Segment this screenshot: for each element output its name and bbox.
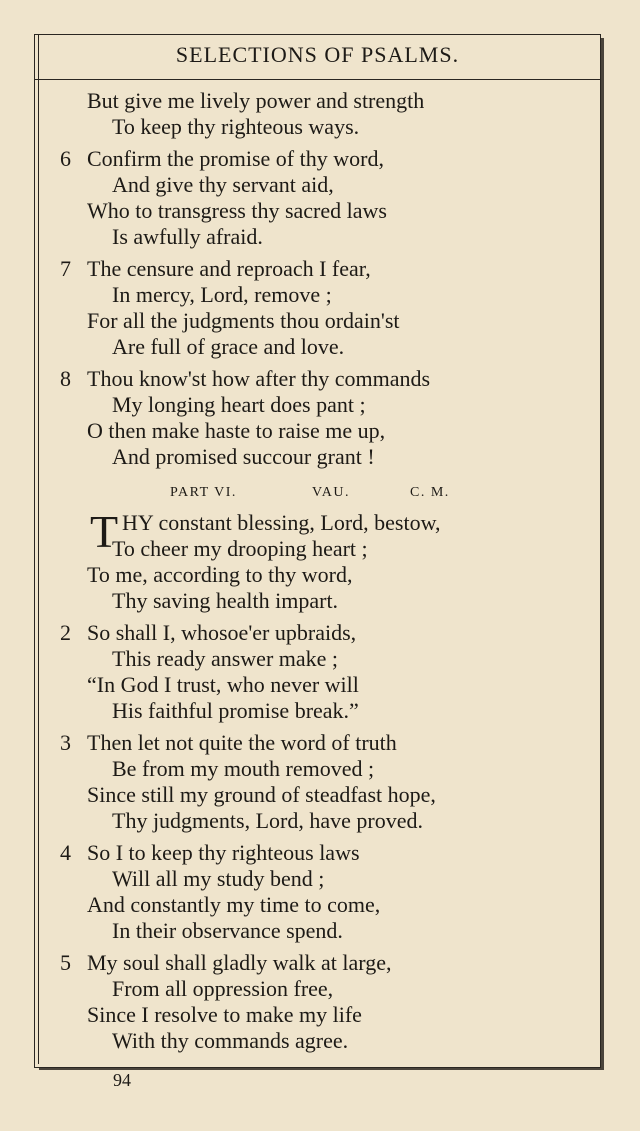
verse-line-text: O then make haste to raise me up, [87,418,386,443]
verse-line-text: Be from my mouth removed ; [112,756,375,781]
verse-number: 6 [60,146,71,171]
verse-line-text: Is awfully afraid. [112,224,263,249]
verse-line-text: “In God I trust, who never will [87,672,359,697]
page-title: SELECTIONS OF PSALMS. [175,42,460,67]
verse-line-text: With thy commands agree. [112,1028,349,1053]
verse-line [60,146,560,172]
verse-line [60,866,560,892]
verse-line-text: Will all my study bend ; [112,866,325,891]
verse-line [60,444,560,470]
verse-line [60,588,560,614]
verse-line-text: From all oppression free, [112,976,334,1001]
page-number: 94 [113,1070,131,1090]
verse-line [60,918,560,944]
verse-line [60,840,560,866]
verse-line-text: To cheer my drooping heart ; [112,536,368,561]
verse-line [60,1002,560,1028]
verse-line-text: His faithful promise break.” [112,698,359,723]
verse-line-text: Then let not quite the word of truth [87,730,397,755]
part-heading [60,478,560,508]
verse-line-text: The censure and reproach I fear, [87,256,371,281]
verse-line-text: This ready answer make ; [112,646,339,671]
verse-line [60,88,560,114]
verse-line-text: And promised succour grant ! [112,444,375,469]
stanza [60,366,560,470]
verse-number: 4 [60,840,71,865]
header-rule [34,79,601,80]
verse-line-text: Are full of grace and love. [112,334,345,359]
verse-number: 8 [60,366,71,391]
verse-line-text: Thou know'st how after thy commands [87,366,431,391]
verse-line-text: So shall I, whosoe'er upbraids, [87,620,357,645]
verse-line-text: Who to transgress thy sacred laws [87,198,387,223]
verse-number: 7 [60,256,71,281]
verse-line [60,950,560,976]
psalm-text [60,88,560,1060]
first-stanza-lines [60,536,560,614]
verse-line [60,536,560,562]
verse-line [60,808,560,834]
verse-line [60,1028,560,1054]
verse-line-text: But give me lively power and strength [87,88,425,113]
verse-line-text: Since still my ground of steadfast hope, [87,782,436,807]
verse-line-text: To keep thy righteous ways. [112,114,360,139]
verse-line [60,646,560,672]
stanza [60,620,560,724]
verse-number: 5 [60,950,71,975]
verse-line [60,698,560,724]
stanzas-before [60,88,560,470]
verse-line [60,198,560,224]
verse-line [60,334,560,360]
verse-line [60,224,560,250]
stanza [60,256,560,360]
verse-line [60,976,560,1002]
stanza [60,88,560,140]
verse-line-text: My longing heart does pant ; [112,392,366,417]
part-meter: C. M. [410,485,450,500]
verse-line [60,562,560,588]
stanza-first [60,506,560,614]
verse-line-text: For all the judgments thou ordain'st [87,308,400,333]
verse-line [60,782,560,808]
drop-cap: T [90,506,119,557]
part-label: PART VI. [170,485,237,500]
verse-line-text: Confirm the promise of thy word, [87,146,384,171]
verse-line-text: HY constant blessing, Lord, bestow, [122,510,441,535]
verse-number: 2 [60,620,71,645]
verse-line [60,256,560,282]
verse-line-text: My soul shall gladly walk at large, [87,950,392,975]
verse-line-text: And give thy servant aid, [112,172,334,197]
verse-line [60,620,560,646]
verse-line [60,172,560,198]
verse-line-text: In mercy, Lord, remove ; [112,282,332,307]
part-letter: VAU. [312,485,351,500]
verse-line-text: Thy saving health impart. [112,588,339,613]
stanza [60,840,560,944]
verse-line-text: In their observance spend. [112,918,343,943]
verse-line [60,892,560,918]
verse-line [60,672,560,698]
verse-line-text: To me, according to thy word, [87,562,353,587]
stanzas-after [60,620,560,1054]
verse-line [60,418,560,444]
verse-line [60,308,560,334]
frame-inner-rule [38,34,39,1064]
verse-number: 3 [60,730,71,755]
stanza [60,950,560,1054]
verse-line [60,392,560,418]
verse-line-text: Thy judgments, Lord, have proved. [112,808,423,833]
verse-line-text: And constantly my time to come, [87,892,381,917]
verse-line [60,282,560,308]
stanza [60,730,560,834]
verse-line [60,730,560,756]
verse-line-text: So I to keep thy righteous laws [87,840,360,865]
verse-line [60,366,560,392]
verse-line-text: Since I resolve to make my life [87,1002,362,1027]
verse-line [60,114,560,140]
verse-line [60,756,560,782]
stanza [60,146,560,250]
